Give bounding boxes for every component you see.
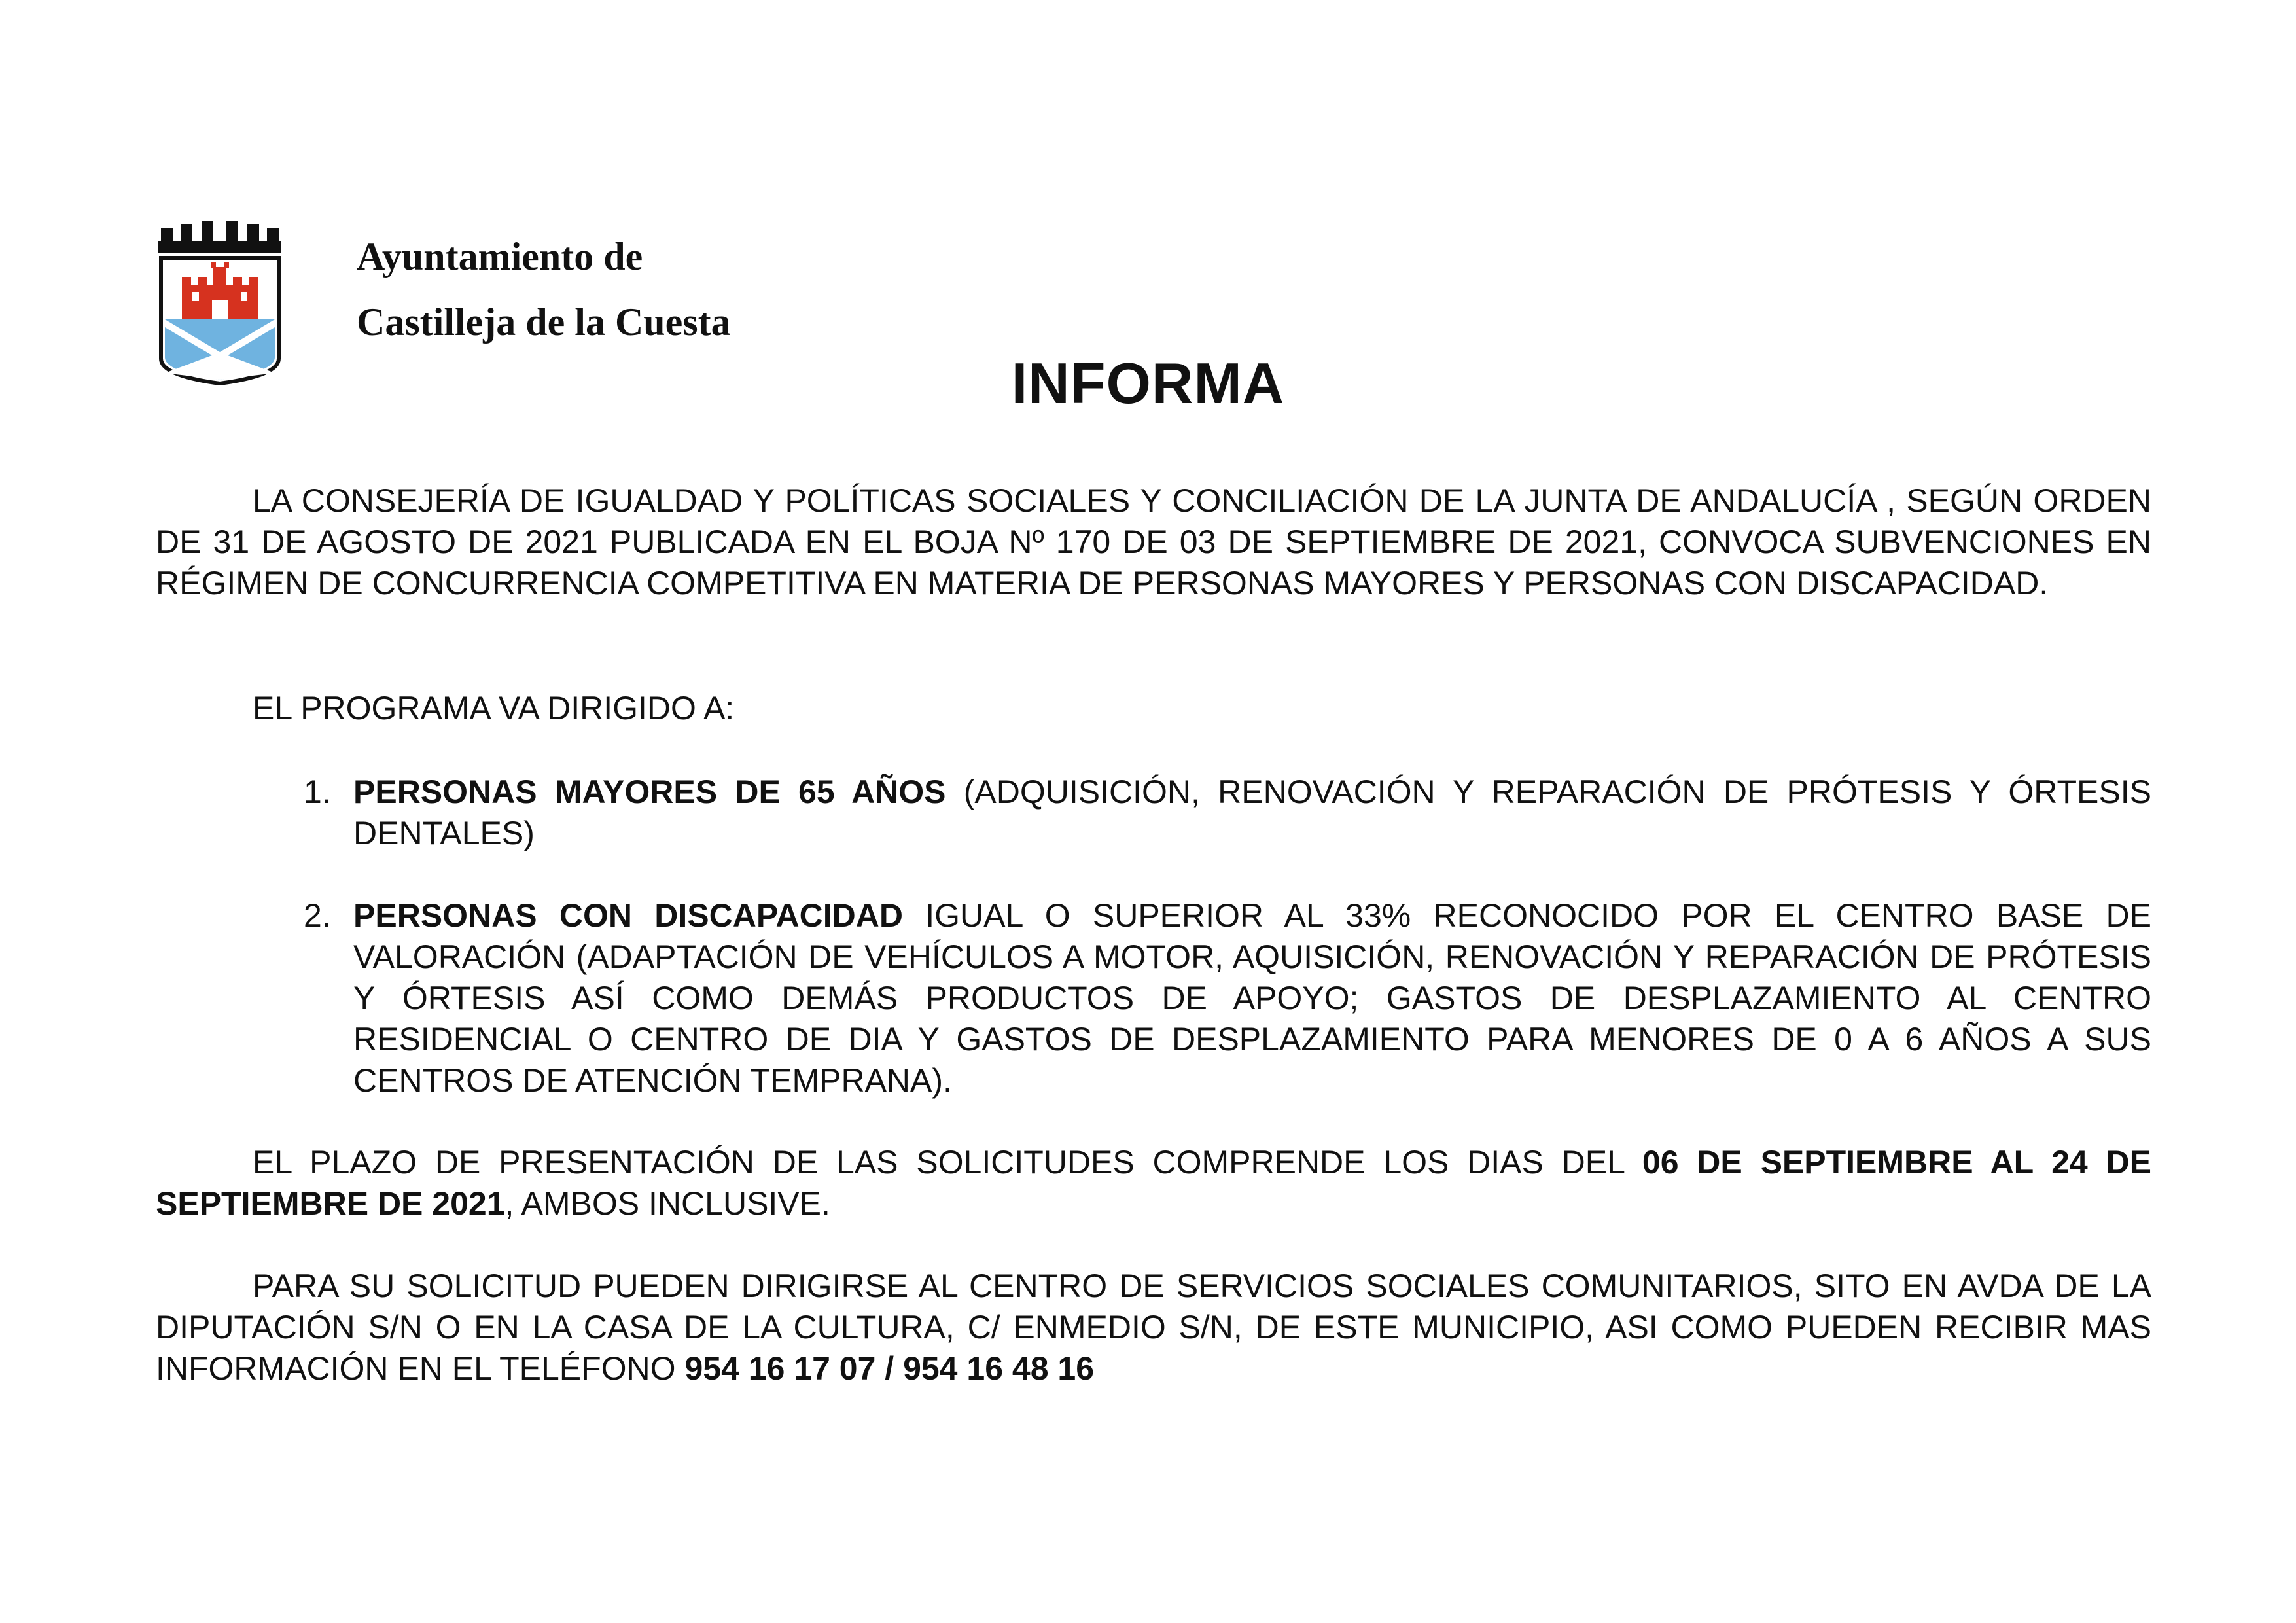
list-item-number: 2. [304, 897, 331, 934]
page-title: INFORMA [1011, 351, 1285, 416]
organization-name-line2: Castilleja de la Cuesta [357, 300, 731, 344]
deadline-suffix: , AMBOS INCLUSIVE. [504, 1185, 830, 1222]
list-item-description: IGUAL O SUPERIOR AL 33% RECONOCIDO POR EL CENTRO BASE DE VALORACIÓN (ADAPTACIÓN DE VEHÍCULOS A MOTOR, AQUISICIÓN, RENOVACIÓN Y REPARACIÓN DE PRÓTESIS Y ÓRTESIS ASÍ COMO DEMÁS PRODUCTOS DE APOYO; GASTOS DE DESPLAZAMIENTO AL CENTRO RESIDENCIAL O CENTRO DE DIA Y GASTOS DE DESPLAZAMIENTO PARA MENORES DE 0 A 6 AÑOS A SUS CENTROS DE ATENCIÓN TEMPRANA). [353, 897, 2151, 1099]
contact-text: PARA SU SOLICITUD PUEDEN DIRIGIRSE AL CENTRO DE SERVICIOS SOCIALES COMUNITARIOS, SITO EN AVDA DE LA DIPUTACIÓN S/N O EN LA CASA DE LA CULTURA, C/ ENMEDIO S/N, DE ESTE MUNICIPIO, ASI COMO PUEDEN RECIBIR MAS INFORMACIÓN EN EL TELÉFONO [156, 1268, 2151, 1387]
deadline-dates: 06 DE SEPTIEMBRE AL 24 DE SEPTIEMBRE DE 2021 [156, 1144, 2151, 1222]
list-item-number: 1. [304, 774, 331, 810]
contact-paragraph [156, 1266, 2151, 1389]
list-item-heading: PERSONAS MAYORES DE 65 AÑOS [353, 774, 946, 810]
deadline-paragraph [156, 1142, 2151, 1224]
list-item-heading: PERSONAS CON DISCAPACIDAD [353, 897, 903, 934]
list-item-text [353, 772, 2151, 854]
list-item-description: (ADQUISICIÓN, RENOVACIÓN Y REPARACIÓN DE PRÓTESIS Y ÓRTESIS DENTALES) [353, 774, 2151, 851]
contact-phones: 954 16 17 07 / 954 16 48 16 [684, 1350, 1095, 1387]
program-intro: EL PROGRAMA VA DIRIGIDO A: [253, 690, 735, 726]
deadline-prefix: EL PLAZO DE PRESENTACIÓN DE LAS SOLICITUDES COMPRENDE LOS DIAS DEL [253, 1144, 1642, 1181]
organization-name-line1: Ayuntamiento de [357, 235, 643, 278]
list-item-text [353, 895, 2151, 1101]
intro-paragraph: LA CONSEJERÍA DE IGUALDAD Y POLÍTICAS SOCIALES Y CONCILIACIÓN DE LA JUNTA DE ANDALUCÍA , SEGÚN ORDEN DE 31 DE AGOSTO DE 2021 PUBLICADA EN EL BOJA Nº 170 DE 03 DE SEPTIEMBRE DE 2021, CONVOCA SUBVENCIONES EN RÉGIMEN DE CONCURRENCIA COMPETITIVA EN MATERIA DE PERSONAS MAYORES Y PERSONAS CON DISCAPACIDAD. [156, 482, 2151, 601]
